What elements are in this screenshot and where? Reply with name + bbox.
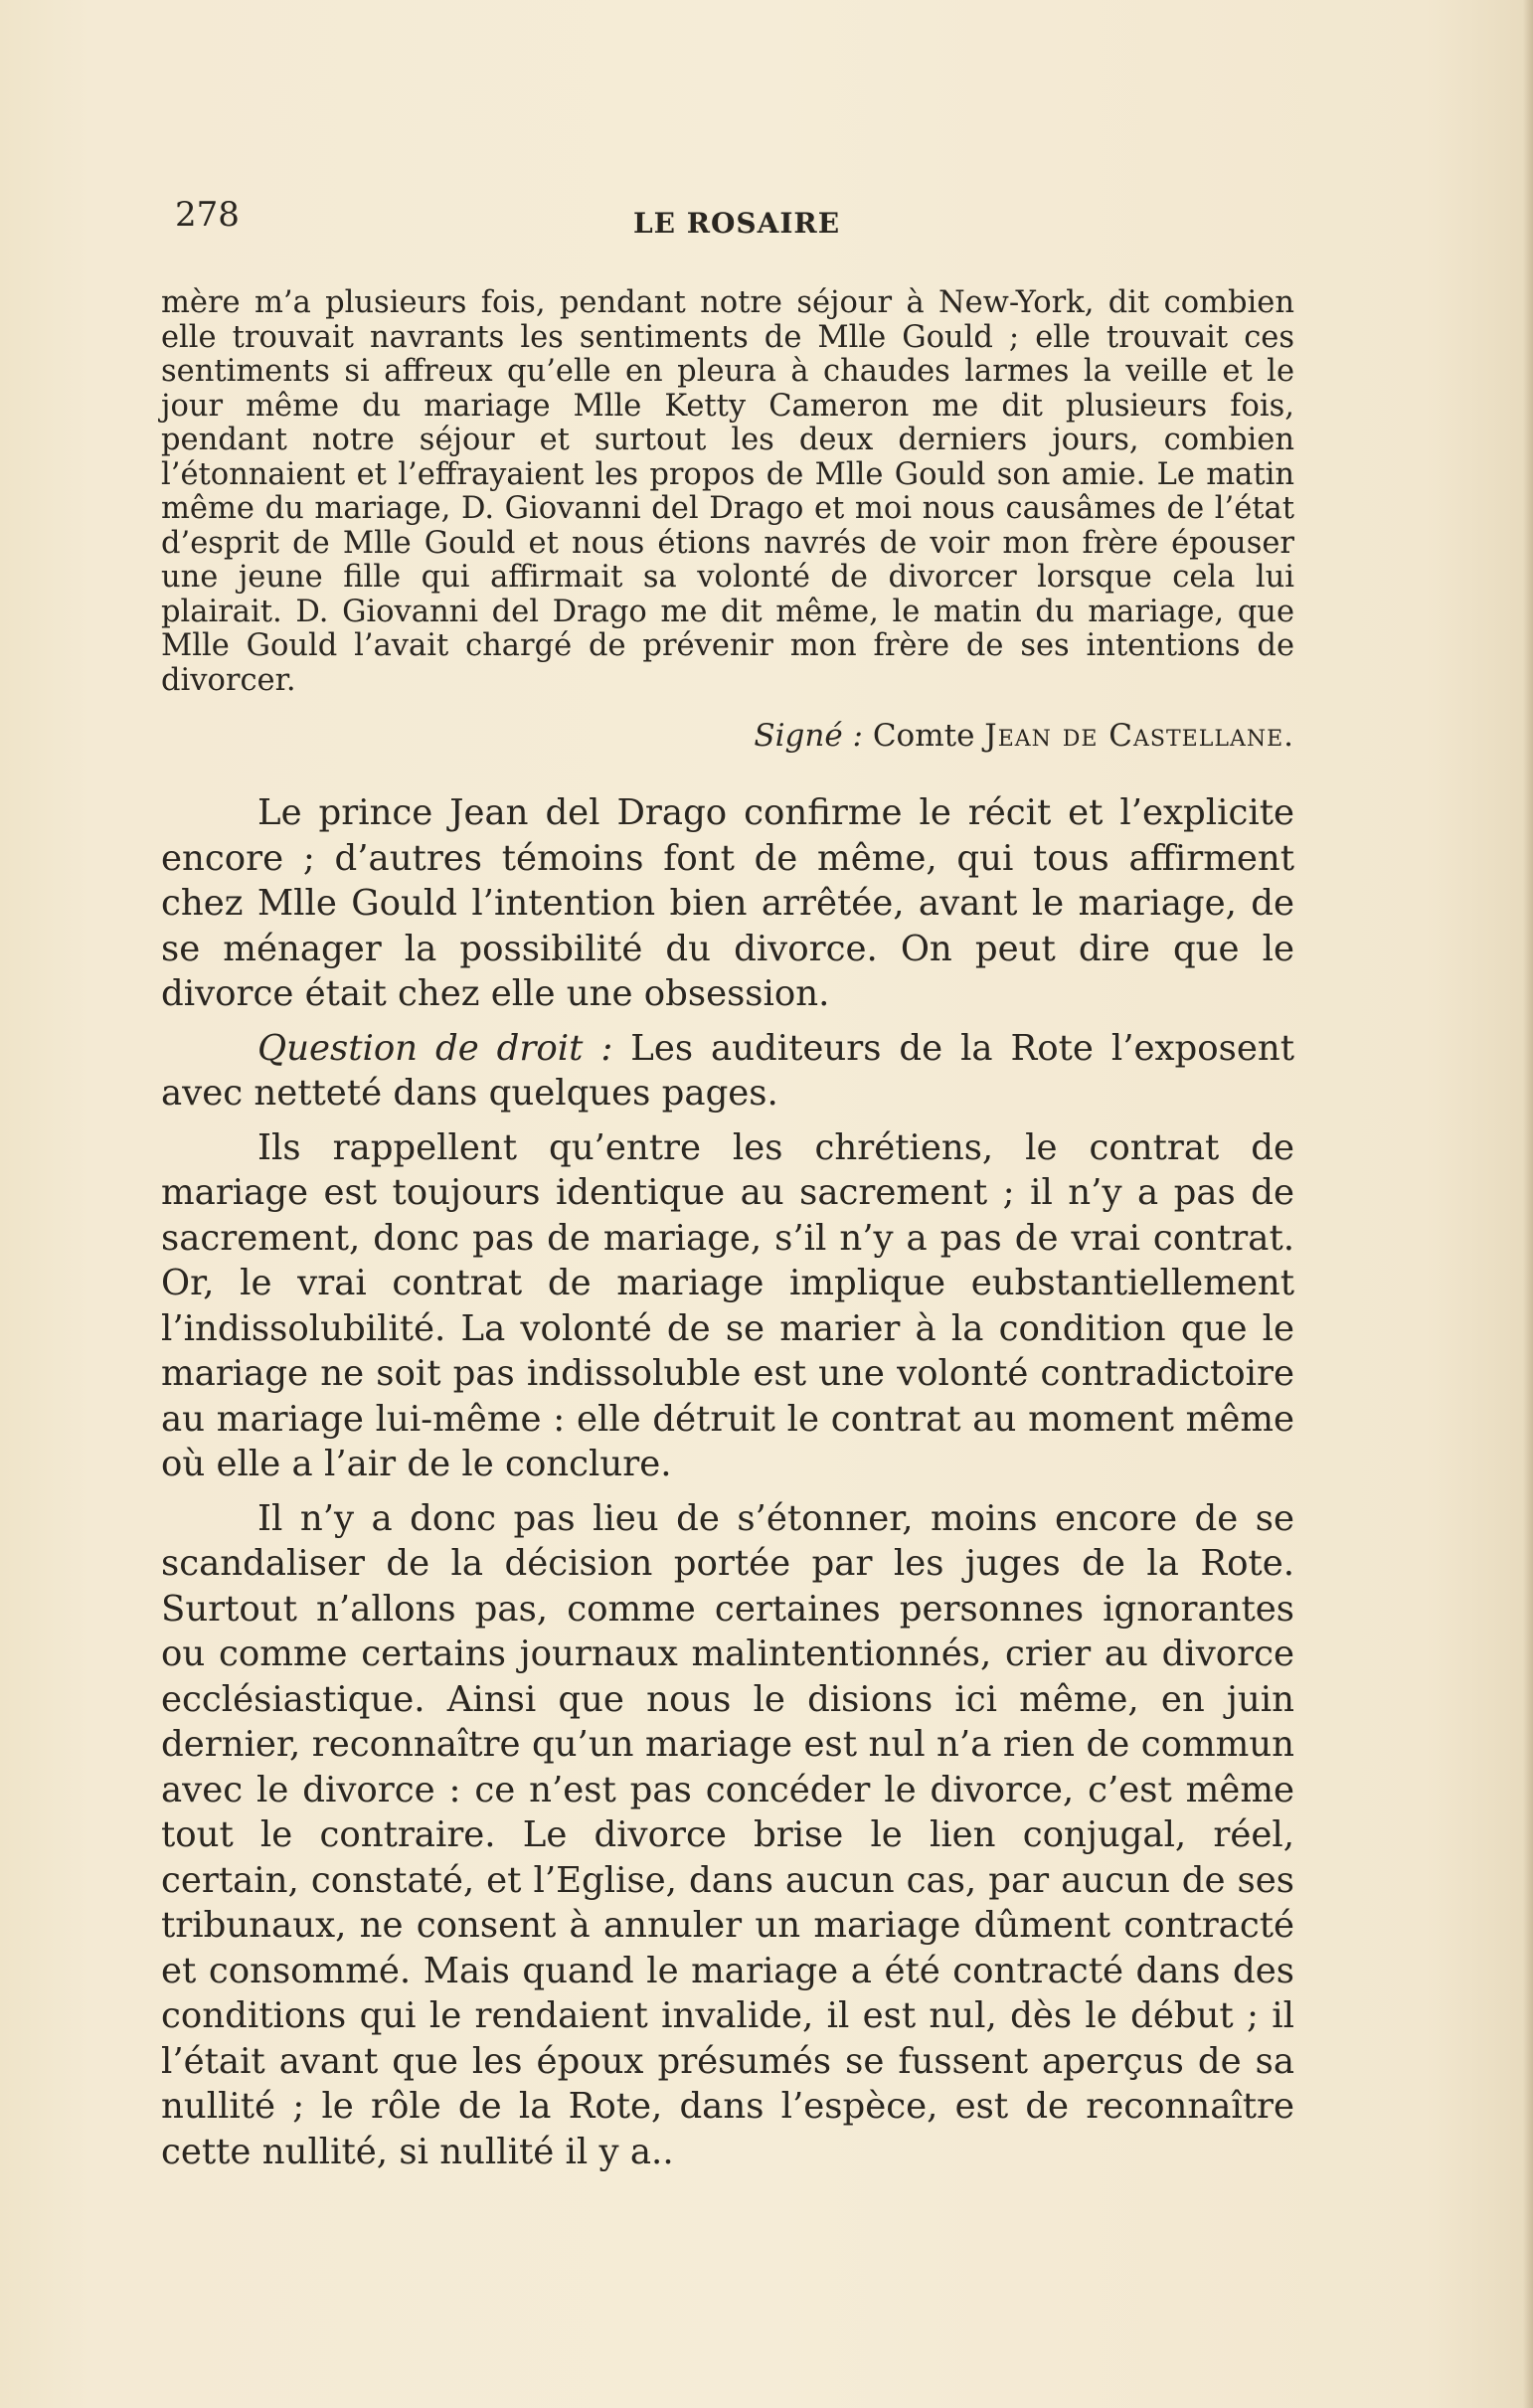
paragraph-3: Ils rappellent qu’entre les chrétiens, le contrat de mariage est toujours identique au sacrement ; il n’y a pas de sacrement, donc pas de mariage, s’il n’y a pas de vrai contrat. Or, le vrai contrat de mariage implique eubstantiellement l’indissolubilité. La volonté de se marier à la condition que le mariage ne soit pas indissoluble est une volonté contradictoire au mariage lui-même : elle détruit le contrat au moment même où elle a l’air de le conclure. <box>161 1126 1294 1484</box>
paragraph-2-lead: Question de droit : <box>257 1027 613 1069</box>
page-header <box>175 195 1298 251</box>
running-title: LE ROSAIRE <box>632 207 841 240</box>
signature-label: Signé : <box>754 718 863 754</box>
signer-name: Jean de Castellane. <box>984 718 1294 754</box>
testimony-quote: mère m’a plusieurs fois, pendant notre séjour à New-York, dit combien elle trouvait navrants les sentiments de Mlle Gould ; elle trouvait ces sentiments si affreux qu’elle en pleura à chaudes larmes la veille et le jour même du mariage Mlle Ketty Cameron me dit plusieurs fois, pendant notre séjour et surtout les deux derniers jours, combien l’étonnaient et l’effrayaient les propos de Mlle Gould son amie. Le matin même du mariage, D. Giovanni del Drago et moi nous causâmes de l’état d’esprit de Mlle Gould et nous étions navrés de voir mon frère épouser une jeune fille qui affirmait sa volonté de divorcer lorsque cela lui plairait. D. Giovanni del Drago me dit même, le matin du mariage, que Mlle Gould l’avait chargé de prévenir mon frère de ses intentions de divorcer. <box>161 285 1294 698</box>
paragraph-1: Le prince Jean del Drago confirme le récit et l’explicite encore ; d’autres témoins font de même, qui tous affirment chez Mlle Gould l’intention bien arrêtée, avant le mariage, de se ménager la possibilité du divorce. On peut dire que le divorce était chez elle une obsession. <box>161 792 1294 1014</box>
page-number: 278 <box>175 195 240 235</box>
paragraph-2-rest: Les auditeurs de la Rote l’exposent avec netteté dans quelques pages. <box>161 1027 1294 1114</box>
paragraph-2 <box>161 1026 1294 1117</box>
signature-line <box>754 716 1294 756</box>
signer-title: Comte <box>872 718 975 754</box>
body-text <box>161 790 1294 2183</box>
paragraph-4: Il n’y a donc pas lieu de s’étonner, moins encore de se scandaliser de la décision portée par les juges de la Rote. Surtout n’allons pas, comme certaines personnes ignorantes ou comme certains journaux malintentionnés, crier au divorce ecclésiastique. Ainsi que nous le disions ici même, en juin dernier, reconnaître qu’un mariage est nul n’a rien de commun avec le divorce : ce n’est pas concéder le divorce, c’est même tout le contraire. Le divorce brise le lien conjugal, réel, certain, constaté, et l’Eglise, dans aucun cas, par aucun de ses tribunaux, ne consent à annuler un mariage dûment contracté et consommé. Mais quand le mariage a été contracté dans des conditions qui le rendaient invalide, il est nul, dès le début ; il l’était avant que les époux présumés se fussent aperçus de sa nullité ; le rôle de la Rote, dans l’espèce, est de reconnaître cette nullité, si nullité il y a.. <box>161 1497 1294 2172</box>
